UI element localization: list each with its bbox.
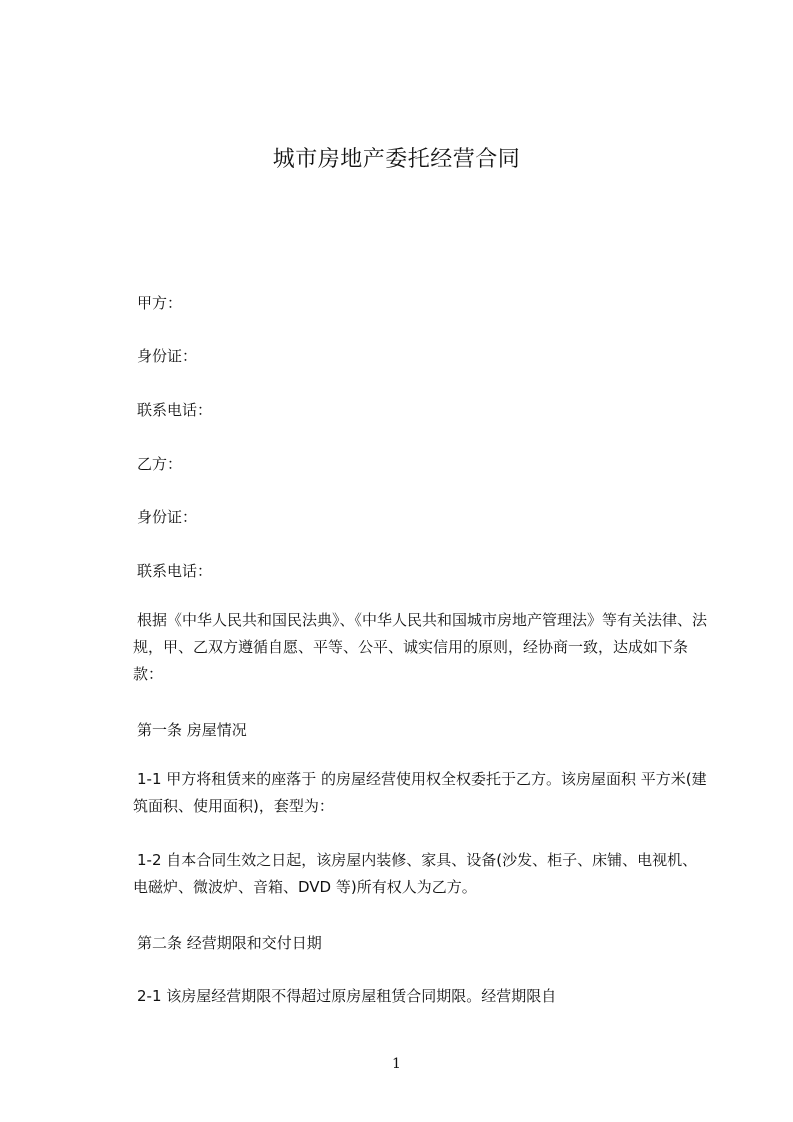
article-1-heading: 第一条 房屋情况 — [137, 721, 247, 739]
contract-title: 城市房地产委托经营合同 — [272, 147, 521, 172]
party-b-label: 乙方： — [137, 455, 183, 473]
preamble-paragraph: 根据《中华人民共和国民法典》、《中华人民共和国城市房地产管理法》等有关法律、法规，甲、乙双方遵循自愿、平等、公平、诚实信用的原则，经协商一致，达成如下条款： — [133, 611, 708, 683]
party-b-id-label: 身份证： — [137, 508, 198, 526]
party-a-label: 甲方： — [137, 294, 183, 312]
article-2-heading: 第二条 经营期限和交付日期 — [137, 934, 322, 952]
page-number: 1 — [392, 1056, 401, 1072]
clause-2-1: 2-1 该房屋经营期限不得超过原房屋租赁合同期限。经营期限自 — [137, 987, 557, 1005]
party-b-phone-label: 联系电话： — [137, 562, 213, 580]
clause-1-1: 1-1 甲方将租赁来的座落于 的房屋经营使用权全权委托于乙方。该房屋面积 平方米(建筑面积、使用面积)，套型为： — [133, 770, 707, 815]
party-a-id-label: 身份证： — [137, 347, 198, 365]
party-a-phone-label: 联系电话： — [137, 401, 213, 419]
clause-1-2: 1-2 自本合同生效之日起，该房屋内装修、家具、设备(沙发、柜子、床铺、电视机、电磁炉、微波炉、音箱、DVD 等)所有权人为乙方。 — [133, 851, 698, 896]
